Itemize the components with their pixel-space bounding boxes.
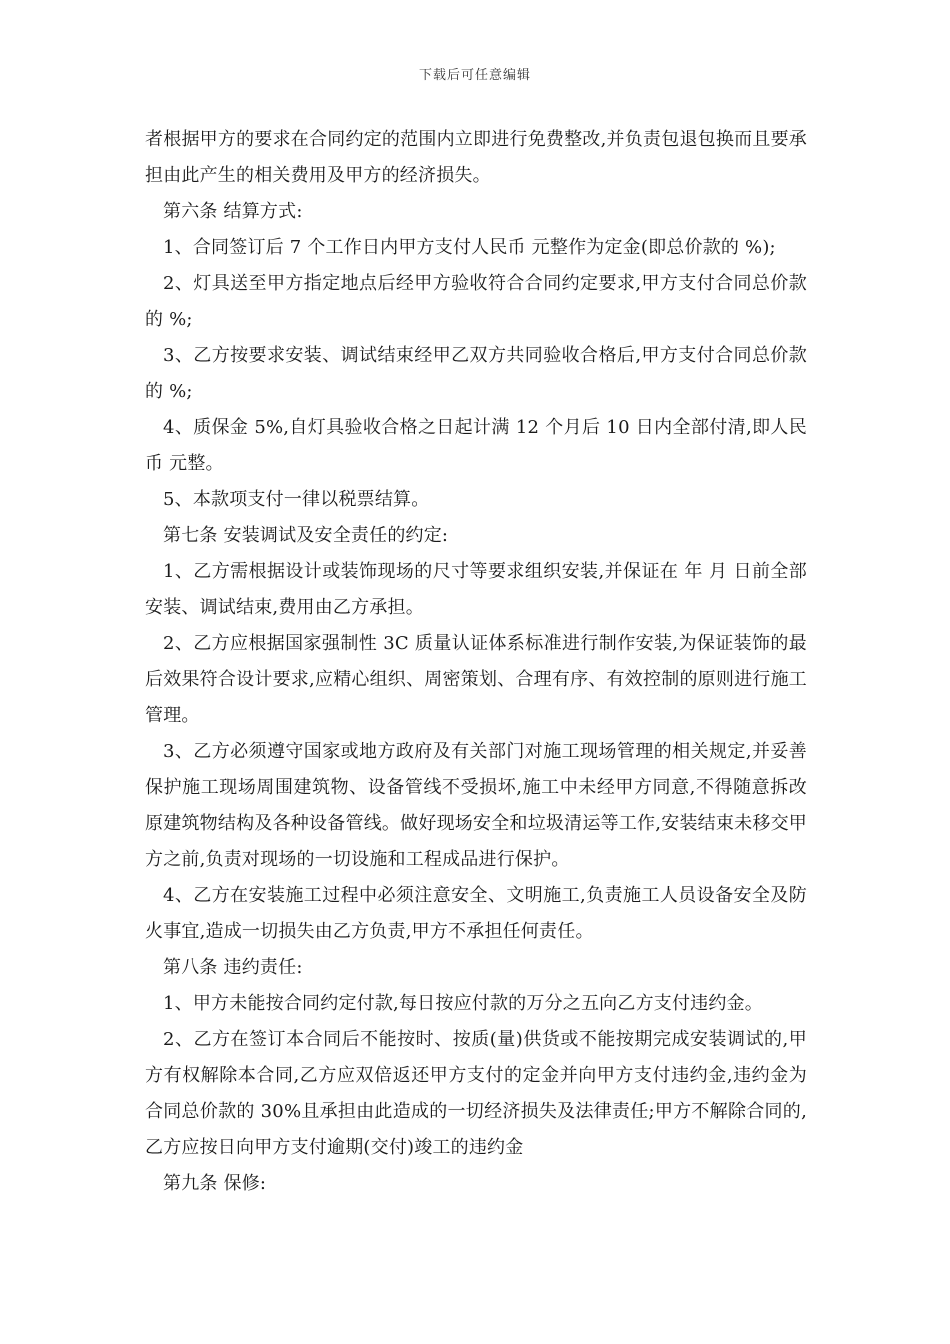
paragraph: 1、合同签订后 7 个工作日内甲方支付人民币 元整作为定金(即总价款的 %); <box>163 237 776 258</box>
document-body <box>145 122 807 1202</box>
article-heading: 第六条 结算方式: <box>163 201 303 222</box>
page-header: 下载后可任意编辑 <box>418 68 531 83</box>
paragraph: 1、甲方未能按合同约定付款,每日按应付款的万分之五向乙方支付违约金。 <box>163 993 763 1014</box>
article-heading: 第八条 违约责任: <box>163 957 303 978</box>
paragraph: 3、乙方必须遵守国家或地方政府及有关部门对施工现场管理的相关规定,并妥善保护施工现场周围建筑物、设备管线不受损坏,施工中未经甲方同意,不得随意拆改原建筑物结构及各种设备管线。做好现场安全和垃圾清运等工作,安装结束未移交甲方之前,负责对现场的一切设施和工程成品进行保护。 <box>145 741 807 870</box>
paragraph: 2、灯具送至甲方指定地点后经甲方验收符合合同约定要求,甲方支付合同总价款的 %; <box>145 273 807 330</box>
paragraph: 4、乙方在安装施工过程中必须注意安全、文明施工,负责施工人员设备安全及防火事宜,造成一切损失由乙方负责,甲方不承担任何责任。 <box>145 885 807 942</box>
article-heading: 第七条 安装调试及安全责任的约定: <box>163 525 449 546</box>
paragraph: 1、乙方需根据设计或装饰现场的尺寸等要求组织安装,并保证在 年 月 日前全部安装、调试结束,费用由乙方承担。 <box>145 561 807 618</box>
paragraph: 3、乙方按要求安装、调试结束经甲乙双方共同验收合格后,甲方支付合同总价款的 %; <box>145 345 807 402</box>
paragraph: 5、本款项支付一律以税票结算。 <box>163 489 430 510</box>
article-heading: 第九条 保修: <box>163 1173 267 1194</box>
paragraph: 2、乙方应根据国家强制性 3C 质量认证体系标准进行制作安装,为保证装饰的最后效果符合设计要求,应精心组织、周密策划、合理有序、有效控制的原则进行施工管理。 <box>145 633 807 726</box>
paragraph: 2、乙方在签订本合同后不能按时、按质(量)供货或不能按期完成安装调试的,甲方有权解除本合同,乙方应双倍返还甲方支付的定金并向甲方支付违约金,违约金为合同总价款的 30%且承担由此造成的一切经济损失及法律责任;甲方不解除合同的,乙方应按日向甲方支付逾期(交付)竣工的违约金 <box>145 1029 807 1158</box>
paragraph: 者根据甲方的要求在合同约定的范围内立即进行免费整改,并负责包退包换而且要承担由此产生的相关费用及甲方的经济损失。 <box>145 129 807 186</box>
paragraph: 4、质保金 5%,自灯具验收合格之日起计满 12 个月后 10 日内全部付清,即人民币 元整。 <box>145 417 807 474</box>
